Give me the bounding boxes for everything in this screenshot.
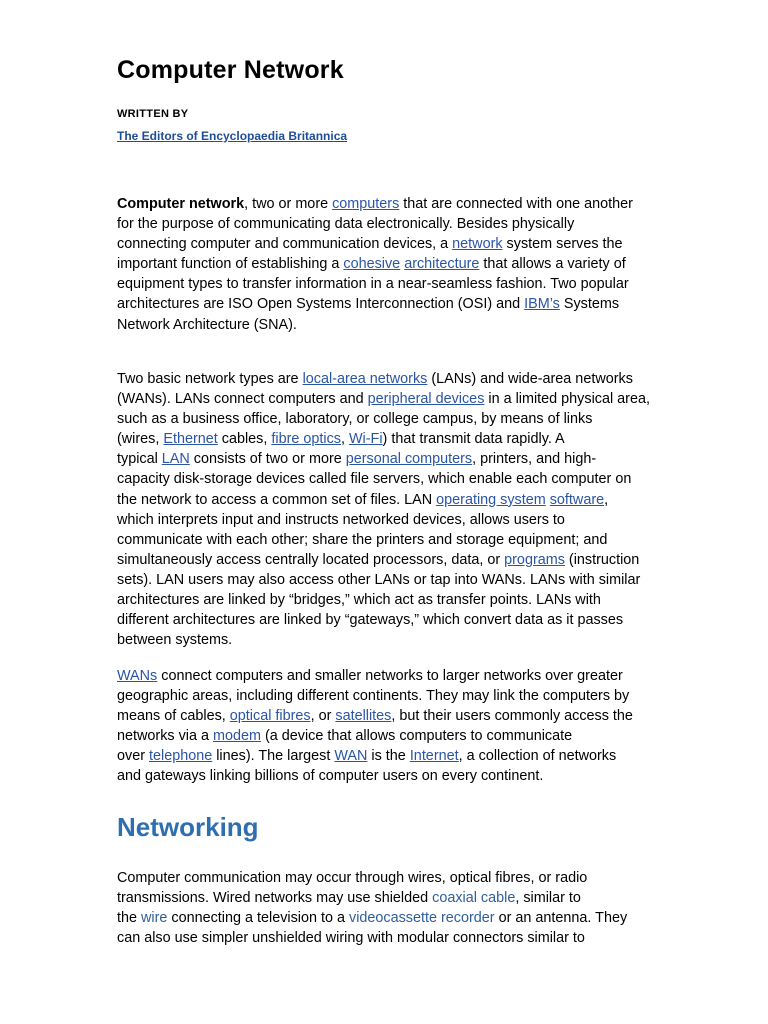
term-bold: Computer network (117, 196, 245, 212)
link-network[interactable]: network (452, 236, 503, 253)
link-modem[interactable]: modem (212, 728, 261, 745)
link-wire[interactable]: wire (141, 910, 168, 927)
link-videocassette-recorder[interactable]: videocassette recorder (349, 910, 495, 927)
link-coaxial-cable[interactable]: coaxial cable (432, 890, 516, 907)
paragraph-networking: Computer communication may occur through wires, optical fibres, or radio transmissions. Wired networks may use shielded coaxial cable, similar to the wire connecting a television to a videocassette recorder or an antenna. They can also use simpler unshielded wiring with modular connectors similar to (117, 870, 628, 947)
link-local-area-networks[interactable]: local-area networks (302, 371, 428, 387)
link-ibm[interactable]: IBM’s (524, 296, 560, 313)
link-wi-fi[interactable]: Wi-Fi (348, 431, 383, 448)
page-title: Computer Network (117, 56, 344, 84)
link-computers[interactable]: computers (332, 196, 400, 212)
link-optical-fibres[interactable]: optical fibres (229, 708, 311, 725)
paragraph-wans: WANs connect computers and smaller networks to larger networks over greater geographic areas, including different continents. They may link the computers by means of cables, optical fibres, or satellites, but their users commonly access the networks via a modem (a device that allows computers to communicate over telephone lines). The largest WAN is the Internet, a collection of networks and gateways linking billions of computer users on every continent. (117, 668, 633, 785)
link-wan[interactable]: WAN (334, 748, 368, 765)
link-personal-computers[interactable]: personal computers (345, 451, 473, 468)
written-by-label: WRITTEN BY (117, 108, 189, 120)
link-lan[interactable]: LAN (161, 451, 190, 468)
link-cohesive[interactable]: cohesive (343, 256, 401, 273)
link-fibre-optics[interactable]: fibre optics (271, 431, 341, 448)
link-software[interactable]: software (549, 491, 605, 508)
link-operating-system[interactable]: operating system (436, 491, 546, 508)
section-heading: Networking (117, 812, 259, 842)
link-satellites[interactable]: satellites (335, 708, 392, 725)
link-architecture[interactable]: architecture (404, 256, 480, 273)
paragraph-intro: Computer network, two or more computers that are connected with one another for the purpose of communicating data electronically. Besides physically connecting computer and communication devices, a network system serves the important function of establishing a cohesive architecture that allows a variety of equipment types to transfer information in a near-seamless fashion. Two popular architectures are ISO Open Systems Interconnection (OSI) and IBM’s Systems Network Architecture (SNA). (117, 196, 633, 333)
author-link[interactable]: The Editors of Encyclopaedia Britannica (117, 129, 348, 143)
paragraph-lans: Two basic network types are local-area networks (LANs) and wide-area networks (WANs). LANs connect computers and peripheral devices in a limited physical area, such as a business office, laboratory, or college campus, by means of links (wires, Ethernet cables, fibre optics, Wi-Fi) that transmit data rapidly. A typical LAN consists of two or more personal computers, printers, and high- capacity disk-storage devices called file servers, which enable each computer on the network to access a common set of files. LAN operating system software, which interprets input and instructs networked devices, allows users to communicate with each other; share the printers and storage equipment; and simultaneously access centrally located processors, data, or programs (instruction sets). LAN users may also access other LANs or tap into WANs. LANs with similar architectures are linked by “bridges,” which act as transfer points. LANs with different architectures are linked by “gateways,” which convert data as it passes between systems. (117, 371, 650, 649)
link-wans[interactable]: WANs (117, 668, 158, 684)
link-internet[interactable]: Internet (409, 748, 459, 765)
link-ethernet[interactable]: Ethernet (163, 431, 218, 448)
link-programs[interactable]: programs (504, 551, 565, 568)
link-telephone[interactable]: telephone (149, 748, 213, 765)
link-peripheral-devices[interactable]: peripheral devices (367, 391, 485, 408)
